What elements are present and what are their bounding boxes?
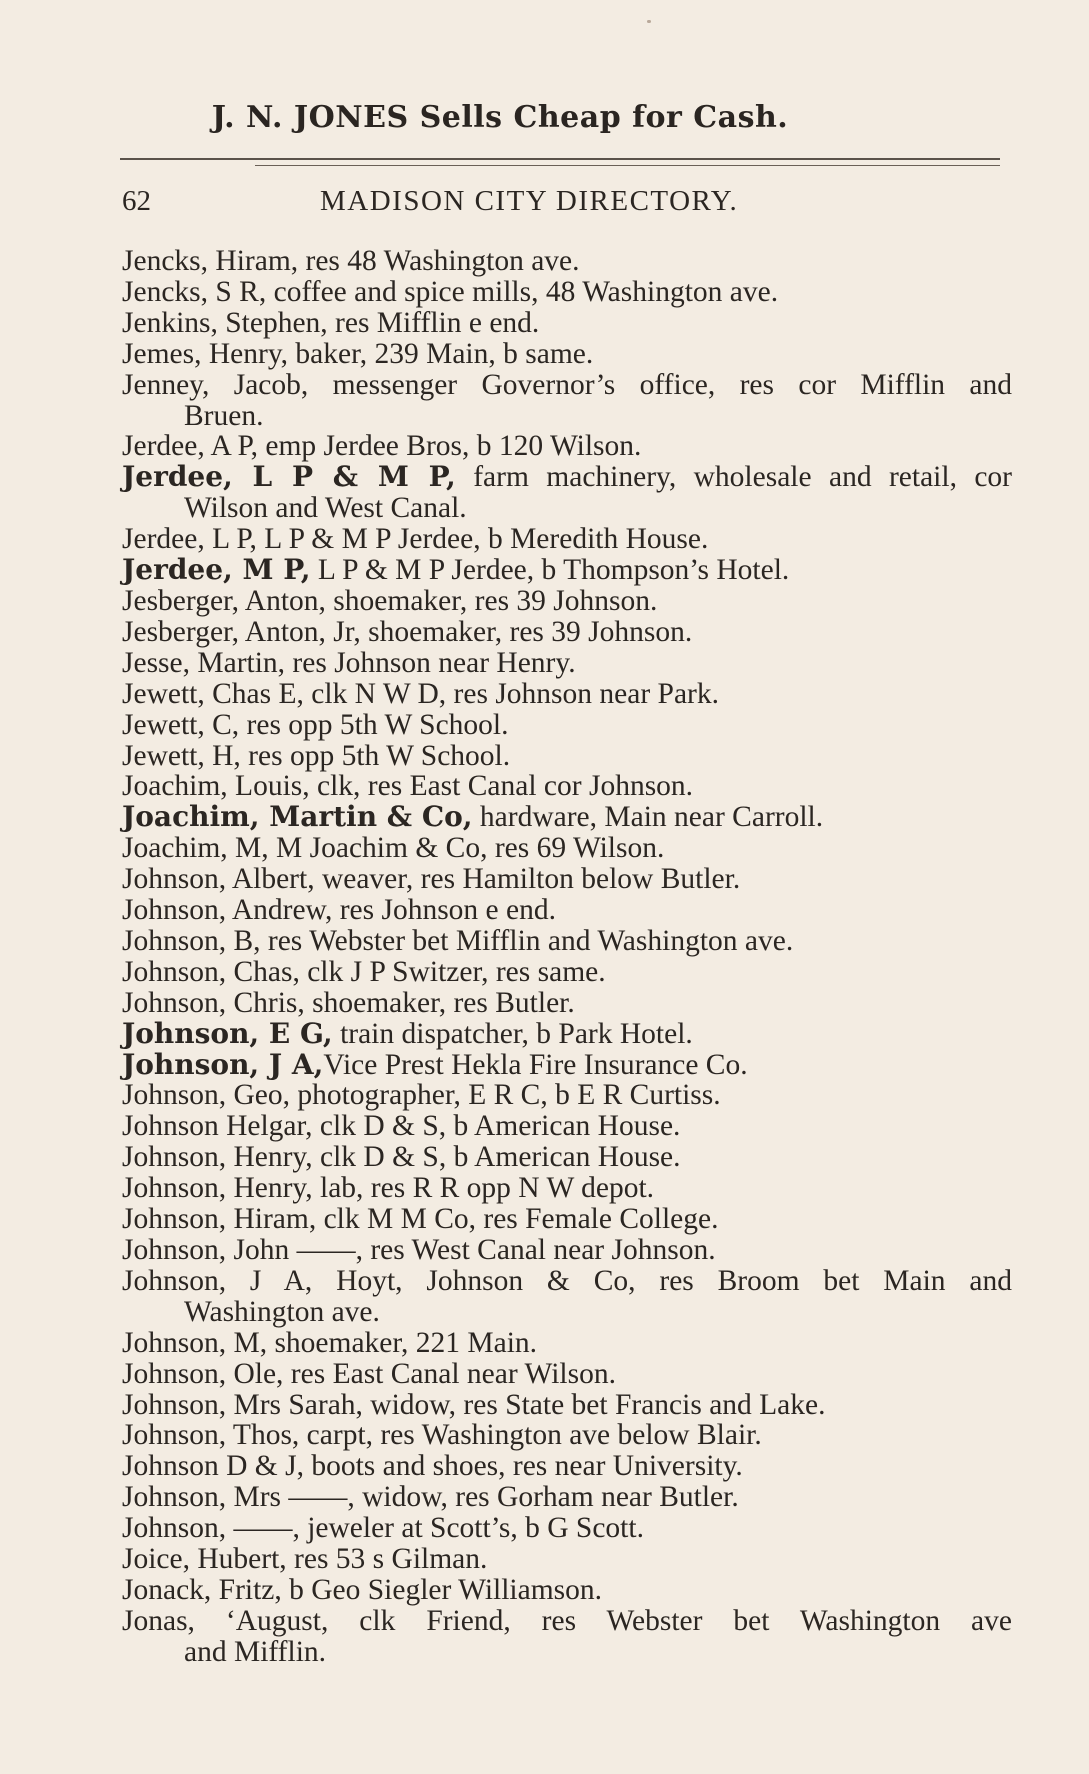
entry-line	[122, 1482, 1012, 1513]
entry-line	[122, 1173, 1012, 1204]
directory-entry	[122, 339, 1012, 370]
directory-entry	[122, 1328, 1012, 1359]
entry-text: Jesberger, Anton, shoemaker, res 39 Johnson.	[122, 584, 658, 617]
entry-text: Jenney, Jacob, messenger Governor’s office, res cor Mifflin and	[122, 368, 1012, 401]
running-title: MADISON CITY DIRECTORY.	[320, 185, 739, 217]
entry-line	[122, 1266, 1012, 1297]
directory-entry	[122, 1482, 1012, 1513]
entry-text: Johnson, Andrew, res Johnson e end.	[122, 894, 556, 927]
entry-line	[122, 308, 1012, 339]
directory-entry	[122, 1575, 1012, 1606]
entry-text: Johnson, Hiram, clk M M Co, res Female College.	[122, 1203, 719, 1236]
entry-text: Johnson, Thos, carpt, res Washington ave below Blair.	[122, 1419, 762, 1452]
entry-line	[122, 648, 1012, 679]
entry-line	[122, 1359, 1012, 1390]
entry-text: Joachim, Louis, clk, res East Canal cor Johnson.	[122, 770, 694, 803]
entry-text: Jenkins, Stephen, res Mifflin e end.	[122, 306, 540, 339]
entry-text: Johnson Helgar, clk D & S, b American House.	[122, 1110, 681, 1143]
directory-entry	[122, 741, 1012, 772]
entry-line	[122, 462, 1012, 493]
entry-line	[122, 1544, 1012, 1575]
directory-entry	[122, 864, 1012, 895]
directory-entry	[122, 1047, 1012, 1081]
entry-line	[122, 277, 1012, 308]
entry-line	[122, 1047, 1012, 1081]
directory-entry	[122, 802, 1012, 833]
directory-entry	[122, 1204, 1012, 1235]
entry-line	[122, 895, 1012, 926]
entry-line	[122, 431, 1012, 462]
entry-bold-name: Jerdee, L P & M P,	[122, 460, 456, 494]
entry-text: Johnson, Mrs Sarah, widow, res State bet Francis and Lake.	[122, 1388, 826, 1421]
entry-line	[122, 524, 1012, 555]
entry-text: Jesberger, Anton, Jr, shoemaker, res 39 Johnson.	[122, 615, 693, 648]
entry-text: Johnson, Geo, photographer, E R C, b E R Curtiss.	[122, 1079, 721, 1112]
entry-line	[122, 339, 1012, 370]
entry-bold-name: Jerdee, M P,	[122, 553, 311, 587]
entry-text: Johnson, Albert, weaver, res Hamilton below Butler.	[122, 863, 741, 896]
entry-bold-name: Joachim, Martin & Co,	[122, 800, 473, 834]
directory-entry	[122, 277, 1012, 308]
directory-entry	[122, 988, 1012, 1019]
directory-entry	[122, 308, 1012, 339]
directory-entry	[122, 926, 1012, 957]
entry-text: Jemes, Henry, baker, 239 Main, b same.	[122, 337, 594, 370]
entry-text: Jewett, Chas E, clk N W D, res Johnson near Park.	[122, 677, 720, 710]
entry-text: Johnson, B, res Webster bet Mifflin and Washington ave.	[122, 924, 794, 957]
entry-line	[122, 555, 1012, 586]
entry-continuation: Washington ave.	[184, 1295, 380, 1328]
directory-entry	[122, 771, 1012, 802]
entry-text: Johnson, Henry, lab, res R R opp N W depot.	[122, 1172, 655, 1205]
entry-continuation: Bruen.	[184, 399, 264, 432]
entry-line	[122, 771, 1012, 802]
entry-text: Jerdee, A P, emp Jerdee Bros, b 120 Wilson.	[122, 430, 642, 463]
entry-line	[122, 370, 1012, 401]
header-rule-thin	[255, 165, 1000, 166]
entry-text: Jencks, Hiram, res 48 Washington ave.	[122, 245, 580, 277]
entry-text: Jewett, H, res opp 5th W School.	[122, 739, 511, 772]
directory-entry	[122, 462, 1012, 524]
entry-line	[122, 246, 1012, 277]
entry-text: Johnson, Mrs ——, widow, res Gorham near Butler.	[122, 1481, 739, 1514]
directory-entry	[122, 370, 1012, 432]
directory-entries	[122, 246, 1012, 1668]
entry-bold-name: Johnson, J A,	[122, 1047, 324, 1081]
directory-entry	[122, 648, 1012, 679]
entry-line	[122, 710, 1012, 741]
entry-line	[122, 988, 1012, 1019]
entry-line	[122, 1420, 1012, 1451]
entry-text: Johnson, M, shoemaker, 221 Main.	[122, 1326, 538, 1359]
directory-entry	[122, 710, 1012, 741]
entry-text: Johnson, Ole, res East Canal near Wilson.	[122, 1357, 616, 1390]
entry-text: Johnson D & J, boots and shoes, res near University.	[122, 1450, 743, 1483]
header-rule	[120, 158, 1000, 160]
entry-text: Johnson, ——, jeweler at Scott’s, b G Scott.	[122, 1512, 644, 1545]
entry-text: Vice Prest Hekla Fire Insurance Co.	[323, 1048, 748, 1081]
entry-line	[122, 1080, 1012, 1111]
directory-entry	[122, 1544, 1012, 1575]
entry-line	[122, 1606, 1012, 1637]
entry-line	[122, 741, 1012, 772]
entry-text: Johnson, Chas, clk J P Switzer, res same.	[122, 955, 606, 988]
directory-entry	[122, 1266, 1012, 1328]
entry-continuation: and Mifflin.	[184, 1635, 327, 1668]
directory-entry	[122, 957, 1012, 988]
directory-entry	[122, 1420, 1012, 1451]
directory-entry	[122, 1513, 1012, 1544]
entry-text: hardware, Main near Carroll.	[472, 801, 824, 834]
directory-entry	[122, 1390, 1012, 1421]
entry-line	[122, 1204, 1012, 1235]
entry-line	[122, 1142, 1012, 1173]
entry-line	[122, 864, 1012, 895]
directory-entry	[122, 1606, 1012, 1668]
entry-line	[122, 1575, 1012, 1606]
entry-line	[122, 1111, 1012, 1142]
entry-text: Johnson, Chris, shoemaker, res Butler.	[122, 986, 575, 1019]
directory-entry	[122, 617, 1012, 648]
entry-text: Jonas, ‘August, clk Friend, res Webster bet Washington ave	[122, 1604, 1012, 1637]
entry-line	[122, 1451, 1012, 1482]
advertisement-headline: J. N. JONES Sells Cheap for Cash.	[211, 100, 789, 135]
entry-text: Jonack, Fritz, b Geo Siegler Williamson.	[122, 1573, 603, 1606]
entry-text: Johnson, J A, Hoyt, Johnson & Co, res Broom bet Main and	[122, 1264, 1012, 1297]
entry-text: Johnson, John ——, res West Canal near Johnson.	[122, 1234, 716, 1266]
entry-line	[122, 926, 1012, 957]
entry-line	[122, 957, 1012, 988]
entry-text: Joice, Hubert, res 53 s Gilman.	[122, 1543, 488, 1576]
entry-line	[122, 1328, 1012, 1359]
directory-entry	[122, 555, 1012, 586]
entry-line	[122, 679, 1012, 710]
directory-entry	[122, 1111, 1012, 1142]
entry-line	[122, 586, 1012, 617]
directory-entry	[122, 431, 1012, 462]
entry-text: L P & M P Jerdee, b Thompson’s Hotel.	[310, 554, 790, 587]
directory-entry	[122, 1359, 1012, 1390]
directory-entry	[122, 895, 1012, 926]
directory-entry	[122, 1142, 1012, 1173]
entry-bold-name: Johnson, E G,	[122, 1016, 333, 1050]
entry-text: Jesse, Martin, res Johnson near Henry.	[122, 646, 576, 679]
entry-text: Johnson, Henry, clk D & S, b American House.	[122, 1141, 681, 1174]
entry-text: Jencks, S R, coffee and spice mills, 48 Washington ave.	[122, 275, 779, 308]
entry-text: farm machinery, wholesale and retail, cor	[455, 461, 1012, 494]
directory-entry	[122, 1080, 1012, 1111]
entry-text: Joachim, M, M Joachim & Co, res 69 Wilson.	[122, 832, 665, 865]
directory-entry	[122, 833, 1012, 864]
directory-entry	[122, 246, 1012, 277]
entry-line	[122, 833, 1012, 864]
directory-entry	[122, 1235, 1012, 1266]
entry-text: Jewett, C, res opp 5th W School.	[122, 708, 509, 741]
directory-entry	[122, 1016, 1012, 1050]
entry-line	[122, 1390, 1012, 1421]
directory-entry	[122, 1451, 1012, 1482]
directory-entry	[122, 679, 1012, 710]
ink-speck	[647, 20, 651, 23]
entry-line	[122, 1235, 1012, 1266]
page-number: 62	[122, 185, 151, 217]
entry-line	[122, 617, 1012, 648]
directory-entry	[122, 1173, 1012, 1204]
entry-text: train dispatcher, b Park Hotel.	[332, 1017, 693, 1050]
entry-line	[122, 1513, 1012, 1544]
directory-entry	[122, 586, 1012, 617]
entry-line	[122, 1016, 1012, 1050]
entry-line	[122, 802, 1012, 833]
entry-text: Jerdee, L P, L P & M P Jerdee, b Meredith House.	[122, 523, 709, 556]
entry-continuation: Wilson and West Canal.	[184, 492, 467, 525]
directory-entry	[122, 524, 1012, 555]
